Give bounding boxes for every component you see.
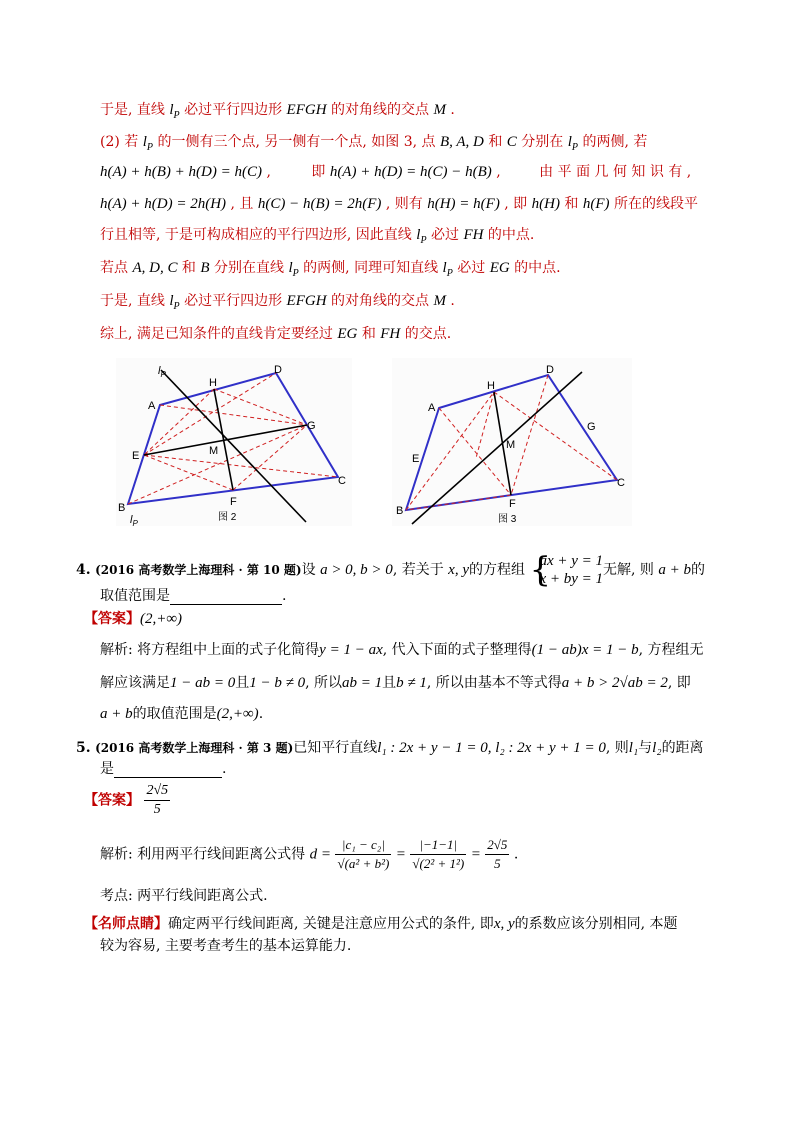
line-4	[100, 195, 698, 213]
text: 和	[564, 196, 579, 212]
text: 考点: 两平行线间距离公式.	[100, 888, 268, 904]
text: 设	[301, 562, 316, 578]
math: ab = 1	[342, 675, 383, 691]
text: 必过平行四边形	[184, 293, 283, 309]
text: 若	[124, 134, 139, 150]
text: 必过	[431, 227, 459, 243]
figure-2	[116, 358, 352, 526]
text: 确定两平行线间距离, 关键是注意应用公式的条件, 即	[168, 916, 494, 932]
text: 取值范围是	[100, 588, 170, 604]
q4-solution-1	[100, 641, 704, 659]
math: =	[470, 846, 481, 863]
math-lp: $l_P$	[416, 227, 427, 246]
text: , 则有	[385, 196, 423, 212]
math: x, y	[493, 916, 515, 932]
equation-system	[529, 552, 603, 588]
label-b: B	[118, 502, 126, 514]
text: 解应该满足	[100, 675, 170, 691]
text: 的系数应该分别相同, 本题	[514, 916, 678, 932]
answer-fraction	[144, 782, 170, 819]
fraction	[485, 836, 509, 873]
label-b: B	[396, 505, 404, 517]
q5-answer	[84, 782, 170, 819]
label-e: E	[132, 450, 140, 462]
math: y = 1 − ax	[319, 642, 383, 658]
math: x, y	[448, 562, 469, 578]
text: .	[513, 846, 519, 863]
label-g: G	[587, 421, 596, 433]
text: 即	[311, 164, 326, 180]
text: 综上, 满足已知条件的直线肯定要经过	[100, 326, 333, 342]
math: a + b	[100, 706, 133, 722]
math: a + b > 2√ab = 2	[561, 675, 668, 691]
q4-stem	[76, 552, 705, 588]
text: 的一侧有三个点, 另一侧有一个点, 如图 3, 点	[157, 134, 436, 150]
math-lp	[169, 102, 180, 121]
text: 和	[361, 326, 376, 342]
text: 于是, 直线	[100, 293, 165, 309]
item-number: (2)	[100, 134, 120, 150]
label-l: l	[130, 514, 133, 526]
q5-kaodian	[100, 887, 268, 905]
math-efgh: EFGH	[286, 293, 327, 309]
text: , 方程组无	[638, 642, 704, 658]
math: a + b	[658, 562, 691, 578]
text: 的中点.	[487, 227, 535, 243]
text: 由 平 面 几 何 知 识 有 ,	[539, 164, 692, 180]
text: , 若关于	[392, 562, 444, 578]
denominator: √(a² + b²)	[337, 856, 390, 871]
text: 和	[181, 260, 196, 276]
numerator: |−1−1|	[410, 836, 466, 855]
math-points: B, A, D	[440, 134, 484, 150]
numerator: |c₁ − c₂|	[335, 836, 391, 855]
math-sub: P	[173, 110, 180, 121]
math: a > 0, b > 0	[320, 562, 393, 578]
math-lp: $l_P$	[442, 260, 453, 279]
line-5	[100, 226, 534, 250]
text: 无解, 则	[603, 562, 654, 578]
line-7	[100, 292, 455, 316]
label-f: F	[509, 498, 516, 510]
math: h(A) + h(D) = h(C) − h(B)	[329, 164, 492, 180]
text: 分别在	[521, 134, 564, 150]
text: .	[282, 588, 287, 604]
text: 必过	[457, 260, 486, 276]
answer-blank	[114, 763, 222, 778]
math-eg: EG	[489, 260, 510, 276]
math: =	[395, 846, 406, 863]
q5-tip-2	[100, 937, 351, 955]
text: 且	[235, 675, 250, 691]
text: 的对角线的交点	[331, 293, 429, 309]
math: h(H) = h(F)	[427, 196, 500, 212]
text: 解析: 将方程组中上面的式子化简得	[100, 642, 320, 658]
math: ax + y = 1	[539, 553, 604, 569]
line-3	[100, 163, 691, 181]
label-f: F	[230, 496, 237, 508]
question-source: (2016 高考数学上海理科 · 第 3 题)	[95, 741, 294, 755]
math-m: M	[433, 102, 446, 118]
question-source: (2016 高考数学上海理科 · 第 10 题)	[95, 563, 302, 577]
math: l₂	[652, 740, 662, 756]
line-8	[100, 325, 451, 343]
q4-answer	[84, 610, 182, 628]
text: 的方程组	[469, 562, 525, 578]
math: (1 − ab)x = 1 − b	[531, 642, 639, 658]
figure-3	[392, 358, 632, 526]
denominator: 5	[153, 802, 161, 817]
numerator: 2√5	[144, 782, 170, 801]
text: 的两侧, 若	[582, 134, 648, 150]
math: h(H)	[531, 196, 560, 212]
numerator: 2√5	[485, 836, 509, 855]
math-lp: $l_P$	[142, 134, 154, 153]
denominator: √(2² + 1²)	[412, 856, 465, 871]
label-l: l	[158, 365, 161, 377]
text: 的中点.	[514, 260, 561, 276]
label-h: H	[209, 377, 217, 389]
text: , 即	[504, 196, 528, 212]
math-points: A, D, C	[132, 260, 178, 276]
line-2	[100, 133, 647, 157]
q5-tip	[84, 915, 678, 933]
text: 若点	[100, 260, 128, 276]
text: 所在的线段平	[613, 196, 698, 212]
math: h(C) − h(B) = 2h(F)	[257, 196, 382, 212]
question-number: 4.	[76, 562, 91, 578]
figure-caption: 图 3	[498, 514, 517, 525]
label-sub: P	[132, 519, 138, 526]
label-m: M	[506, 439, 516, 451]
label-d: D	[274, 364, 282, 376]
label-sub: P	[160, 370, 166, 379]
text: .	[450, 102, 455, 118]
math: d =	[309, 846, 331, 863]
math-c: C	[506, 134, 517, 150]
math-m: M	[433, 293, 446, 309]
answer-label: 【答案】	[84, 792, 140, 809]
text: 且	[382, 675, 397, 691]
math-lp: $l_P$	[288, 260, 299, 279]
label-g: G	[307, 420, 316, 432]
fraction	[410, 836, 466, 873]
math: l₁	[628, 740, 639, 756]
label-c: C	[338, 475, 346, 487]
q4-stem-2	[100, 587, 286, 605]
text: , 且	[230, 196, 254, 212]
text: , 代入下面的式子整理得	[382, 642, 532, 658]
denominator: 5	[494, 856, 501, 871]
line-1	[100, 101, 455, 125]
text: 的两侧, 同理可知直线	[303, 260, 439, 276]
text: 的距离	[661, 740, 704, 756]
fraction	[335, 836, 391, 873]
text: , 所以由基本不等式得	[426, 675, 562, 691]
label-c: C	[617, 477, 625, 489]
math-lp: $l_P$	[169, 293, 180, 312]
math-b: B	[200, 260, 210, 276]
question-number: 5.	[76, 740, 91, 756]
answer-label: 【答案】	[84, 611, 140, 627]
text: 的交点.	[404, 326, 452, 342]
math: h(A) + h(D) = 2h(H)	[100, 196, 227, 212]
math-lp: $l_P$	[567, 134, 578, 153]
figure-caption: 图 2	[218, 512, 237, 523]
math-fh: FH	[380, 326, 401, 342]
math-efgh: EFGH	[286, 102, 327, 118]
text: 的对角线的交点	[331, 102, 429, 118]
math-fh: FH	[463, 227, 484, 243]
math: 1 − ab = 0	[170, 675, 236, 691]
math-l: l	[169, 102, 174, 118]
text: 已知平行直线	[293, 740, 378, 756]
answer-blank	[170, 590, 282, 605]
answer: (2,+∞)	[140, 611, 183, 627]
text: 较为容易, 主要考查考生的基本运算能力.	[100, 938, 352, 954]
tip-label: 【名师点睛】	[84, 916, 168, 932]
text: 的	[691, 562, 705, 578]
q4-solution-2	[100, 674, 691, 692]
text: 必过平行四边形	[184, 102, 283, 118]
math: x + by = 1	[539, 571, 604, 587]
line-6	[100, 259, 561, 283]
text: 和	[488, 134, 503, 150]
text: , 即	[667, 675, 691, 691]
text: 是	[100, 761, 114, 777]
text: 分别在直线	[213, 260, 284, 276]
label-d: D	[546, 364, 554, 376]
text: .	[258, 706, 264, 722]
math: 1 − b ≠ 0	[249, 675, 306, 691]
text: , 所以	[305, 675, 343, 691]
q5-stem-2	[100, 760, 226, 778]
q5-solution	[100, 836, 518, 873]
text: 与	[638, 740, 653, 756]
label-m: M	[209, 445, 219, 457]
math: (2,+∞)	[216, 706, 259, 722]
text: , 则	[605, 740, 629, 756]
brace: {	[529, 550, 552, 590]
q4-solution-3	[100, 705, 263, 723]
q5-stem	[76, 739, 704, 757]
label-e: E	[412, 453, 420, 465]
math: h(F)	[582, 196, 610, 212]
math: b ≠ 1	[396, 675, 427, 691]
label-h: H	[487, 380, 495, 392]
text: .	[450, 293, 455, 309]
text: ,	[496, 164, 501, 180]
text: 的取值范围是	[132, 706, 217, 722]
math-eg: EG	[337, 326, 358, 342]
label-a: A	[148, 400, 156, 412]
text: ,	[266, 164, 271, 180]
math: l₁ : 2x + y − 1 = 0, l₂ : 2x + y + 1 = 0	[377, 740, 606, 756]
text: 行且相等, 于是可构成相应的平行四边形, 因此直线	[100, 227, 412, 243]
text: 解析: 利用两平行线间距离公式得	[100, 846, 306, 863]
label-a: A	[428, 402, 436, 414]
text: 于是, 直线	[100, 102, 165, 118]
math: h(A) + h(B) + h(D) = h(C)	[100, 164, 262, 180]
text: .	[222, 761, 227, 777]
